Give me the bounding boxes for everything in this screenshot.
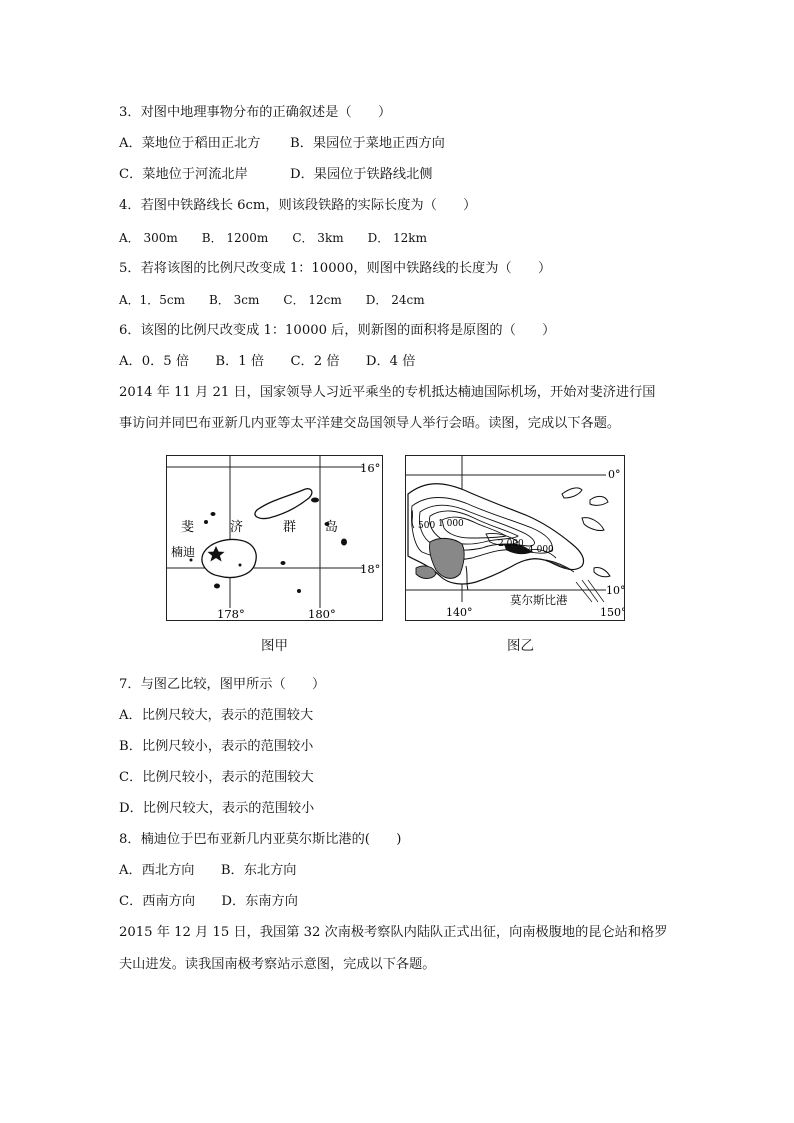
q5-stem: 5．若将该图的比例尺改变成 1：10000，则图中铁路线的长度为（ ） [119,261,552,276]
q3-stem: 3．对图中地理事物分布的正确叙述是（ ） [119,105,392,120]
q3-option-c: C．菜地位于河流北岸 [119,167,248,182]
fig-jia-caption: 图甲 [261,638,288,654]
fig-yi-lat-0: 0° [608,468,621,481]
fig-jia-label-dao: 岛 [325,520,339,535]
fig-yi-contour-2000: 2 000 [498,539,524,549]
q3-option-b: B．果园位于菜地正西方向 [290,136,445,151]
q8-options-row1: A．西北方向 B．东北方向 [119,863,297,878]
q7-stem: 7．与图乙比较，图甲所示（ ） [119,677,326,692]
fig-jia-label-nandi: 楠迪 [171,545,196,559]
q7-option-a: A．比例尺较大，表示的范围较大 [119,708,314,723]
fig-jia-lon-178: 178° [217,607,245,620]
fig-yi-contour-500: 500 [418,521,436,531]
figure-jia-fiji-map [166,455,383,621]
fig-jia-lat-16: 16° [360,461,381,475]
fig-jia-label-fei: 斐 [181,520,195,535]
figure-yi-png-map [405,455,625,621]
q7-option-d: D．比例尺较大，表示的范围较小 [119,801,315,816]
q7-option-c: C．比例尺较小，表示的范围较大 [119,770,314,785]
fig-jia-label-ji: 济 [230,520,244,535]
fig-yi-lat-10: 10° [606,584,624,597]
q7-option-b: B．比例尺较小，表示的范围较小 [119,739,314,754]
q5-options: A．1．5cm B． 3cm C． 12cm D． 24cm [119,293,425,307]
fig-yi-lon-140: 140° [446,606,473,619]
fig-yi-lon-150: 150° [600,606,624,619]
passage2-line2: 夫山进发。读我国南极考察站示意图，完成以下各题。 [119,957,436,972]
fig-yi-caption: 图乙 [507,638,534,654]
q8-options-row2: C．西南方向 D．东南方向 [119,894,298,909]
q8-stem: 8．楠迪位于巴布亚新几内亚莫尔斯比港的( ) [119,832,402,847]
passage2-line1: 2015 年 12 月 15 日，我国第 32 次南极考察队内陆队正式出征，向南极腹地的昆仑站和格罗 [119,925,668,940]
q3-option-a: A．菜地位于稻田正北方 [119,136,261,151]
fig-yi-contour-4000: 4 000 [528,545,554,555]
fig-jia-label-qun: 群 [283,520,297,535]
q6-options: A．0．5 倍 B．1 倍 C．2 倍 D．4 倍 [119,354,416,369]
fig-yi-contour-1000: 1 000 [438,519,464,529]
q4-options: A． 300m B． 1200m C． 3km D． 12km [119,231,427,245]
q3-option-d: D．果园位于铁路线北侧 [290,167,433,182]
q4-stem: 4．若图中铁路线长 6cm，则该段铁路的实际长度为（ ） [119,198,477,213]
fig-jia-lon-180: 180° [308,607,336,620]
q6-stem: 6．该图的比例尺改变成 1：10000 后，则新图的面积将是原图的（ ） [119,323,556,338]
fig-yi-port-label: 莫尔斯比港 [510,593,568,607]
passage1-line1: 2014 年 11 月 21 日，国家领导人习近平乘坐的专机抵达楠迪国际机场，开始对斐济进行国 [119,385,656,400]
passage1-line2: 事访问并同巴布亚新几内亚等太平洋建交岛国领导人举行会晤。读图，完成以下各题。 [119,416,621,431]
fig-jia-lat-18: 18° [360,562,381,576]
